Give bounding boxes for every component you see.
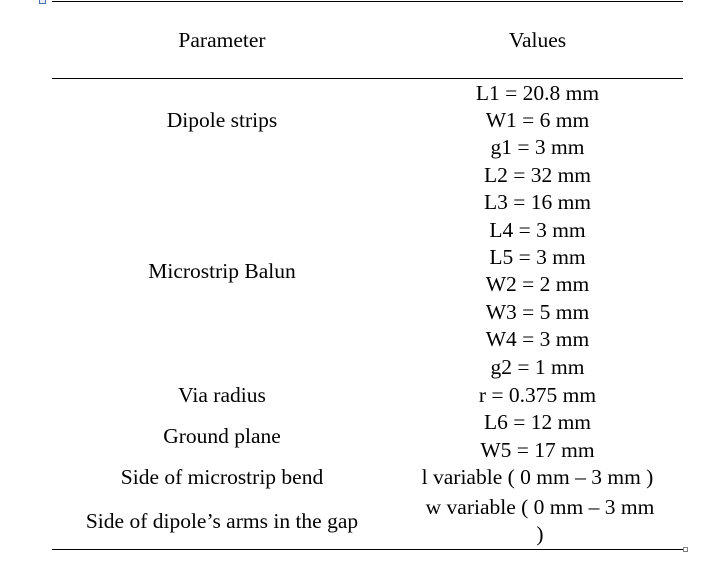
value-l1: L1 = 20.8 mm (475, 81, 600, 105)
table-top-rule (52, 1, 683, 2)
value-l4: L4 = 3 mm (489, 218, 586, 242)
value-w-variable: w variable ( 0 mm – 3 mm ) (425, 495, 655, 547)
row-dipole-arms-gap-label: Side of dipole’s arms in the gap (85, 509, 359, 533)
value-l3: L3 = 16 mm (483, 190, 592, 214)
row-via-radius-label: Via radius (178, 383, 266, 407)
row-ground-plane-label: Ground plane (163, 424, 281, 448)
value-g1: g1 = 3 mm (490, 135, 585, 159)
header-parameter: Parameter (178, 28, 266, 52)
value-w5: W5 = 17 mm (480, 438, 595, 462)
value-l-variable: l variable ( 0 mm – 3 mm ) (421, 465, 654, 489)
value-l6: L6 = 12 mm (483, 410, 592, 434)
header-values: Values (508, 28, 567, 52)
table-anchor-icon (39, 0, 46, 4)
row-microstrip-balun-label: Microstrip Balun (148, 259, 296, 283)
value-w3: W3 = 5 mm (485, 300, 590, 324)
row-microstrip-bend-label: Side of microstrip bend (120, 465, 324, 489)
value-w4: W4 = 3 mm (485, 327, 590, 351)
value-r: r = 0.375 mm (478, 383, 597, 407)
value-l5: L5 = 3 mm (489, 245, 586, 269)
row-dipole-strips-label: Dipole strips (166, 108, 278, 132)
value-l2: L2 = 32 mm (483, 163, 592, 187)
table-bottom-rule (52, 549, 683, 550)
table-end-marker-icon (683, 547, 688, 552)
value-w2: W2 = 2 mm (485, 272, 590, 296)
table-header-rule (52, 78, 683, 79)
value-w1: W1 = 6 mm (485, 108, 590, 132)
value-g2: g2 = 1 mm (490, 355, 585, 379)
